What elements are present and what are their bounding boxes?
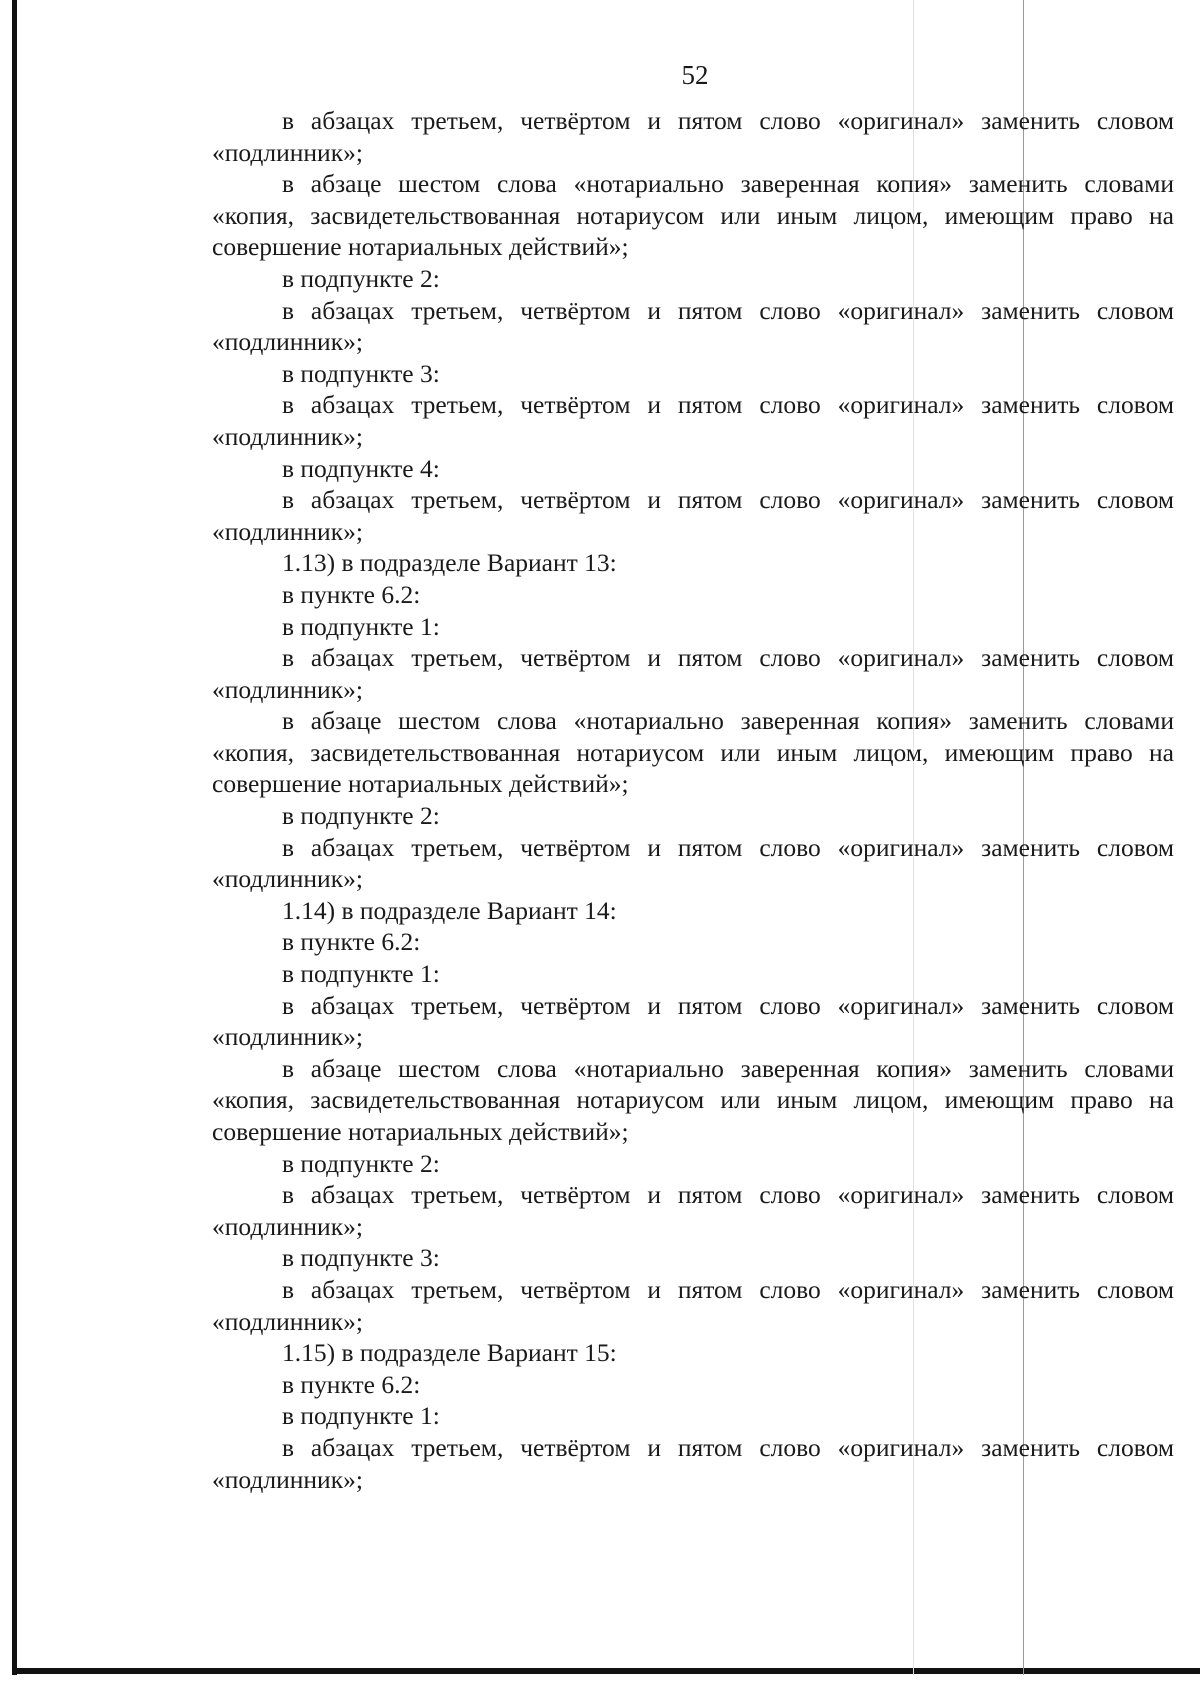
- document-body: [212, 105, 1174, 1495]
- section-heading: 1.13) в подразделе Вариант 13:: [282, 548, 617, 578]
- section-heading: 1.15) в подразделе Вариант 15:: [282, 1338, 617, 1368]
- paragraph: в абзацах третьем, четвёртом и пятом слово «оригинал» заменить словом «подлинник»;: [212, 390, 1174, 451]
- paragraph: в подпункте 2:: [282, 263, 440, 293]
- paragraph: в абзацах третьем, четвёртом и пятом слово «оригинал» заменить словом «подлинник»;: [212, 1432, 1174, 1494]
- paragraph: в абзаце шестом слова «нотариально заверенная копия» заменить словами «копия, засвидетельствованная нотариусом или иным лицом, имеющим право на совершение нотариальных действий»;: [212, 169, 1174, 262]
- paragraph: в пункте 6.2:: [282, 579, 421, 609]
- paragraph: в абзацах третьем, четвёртом и пятом слово «оригинал» заменить словом «подлинник»;: [212, 832, 1174, 894]
- paragraph: в абзацах третьем, четвёртом и пятом слово «оригинал» заменить словом «подлинник»;: [212, 1274, 1174, 1336]
- section-heading: 1.14) в подразделе Вариант 14:: [282, 895, 617, 925]
- paragraph: в подпункте 1:: [282, 959, 440, 989]
- paragraph: в абзацах третьем, четвёртом и пятом слово «оригинал» заменить словом «подлинник»;: [212, 990, 1174, 1052]
- paragraph: в абзацах третьем, четвёртом и пятом слово «оригинал» заменить словом «подлинник»;: [212, 106, 1174, 167]
- page-number: 52: [681, 60, 709, 90]
- paragraph: в подпункте 2:: [282, 1148, 440, 1178]
- paragraph: в абзаце шестом слова «нотариально заверенная копия» заменить словами «копия, засвидетельствованная нотариусом или иным лицом, имеющим право на совершение нотариальных действий»;: [212, 1053, 1174, 1146]
- paragraph: в абзацах третьем, четвёртом и пятом слово «оригинал» заменить словом «подлинник»;: [212, 1180, 1174, 1241]
- paragraph: в абзацах третьем, четвёртом и пятом слово «оригинал» заменить словом «подлинник»;: [212, 485, 1174, 546]
- paragraph: в подпункте 1:: [282, 611, 440, 641]
- paragraph: в подпункте 3:: [282, 1243, 440, 1273]
- paragraph: в пункте 6.2:: [282, 1369, 421, 1399]
- paragraph: в абзацах третьем, четвёртом и пятом слово «оригинал» заменить словом «подлинник»;: [212, 295, 1174, 357]
- paragraph: в подпункте 4:: [282, 453, 440, 483]
- paragraph: в абзаце шестом слова «нотариально заверенная копия» заменить словами «копия, засвидетельствованная нотариусом или иным лицом, имеющим право на совершение нотариальных действий»;: [212, 706, 1174, 799]
- paragraph: в абзацах третьем, четвёртом и пятом слово «оригинал» заменить словом «подлинник»;: [212, 643, 1174, 704]
- scan-left-border: [12, 0, 17, 1675]
- paragraph: в подпункте 3:: [282, 358, 440, 388]
- paragraph: в подпункте 2:: [282, 801, 440, 831]
- scan-bottom-border: [12, 1668, 1200, 1674]
- paragraph: в подпункте 1:: [282, 1401, 440, 1431]
- paragraph: в пункте 6.2:: [282, 927, 421, 957]
